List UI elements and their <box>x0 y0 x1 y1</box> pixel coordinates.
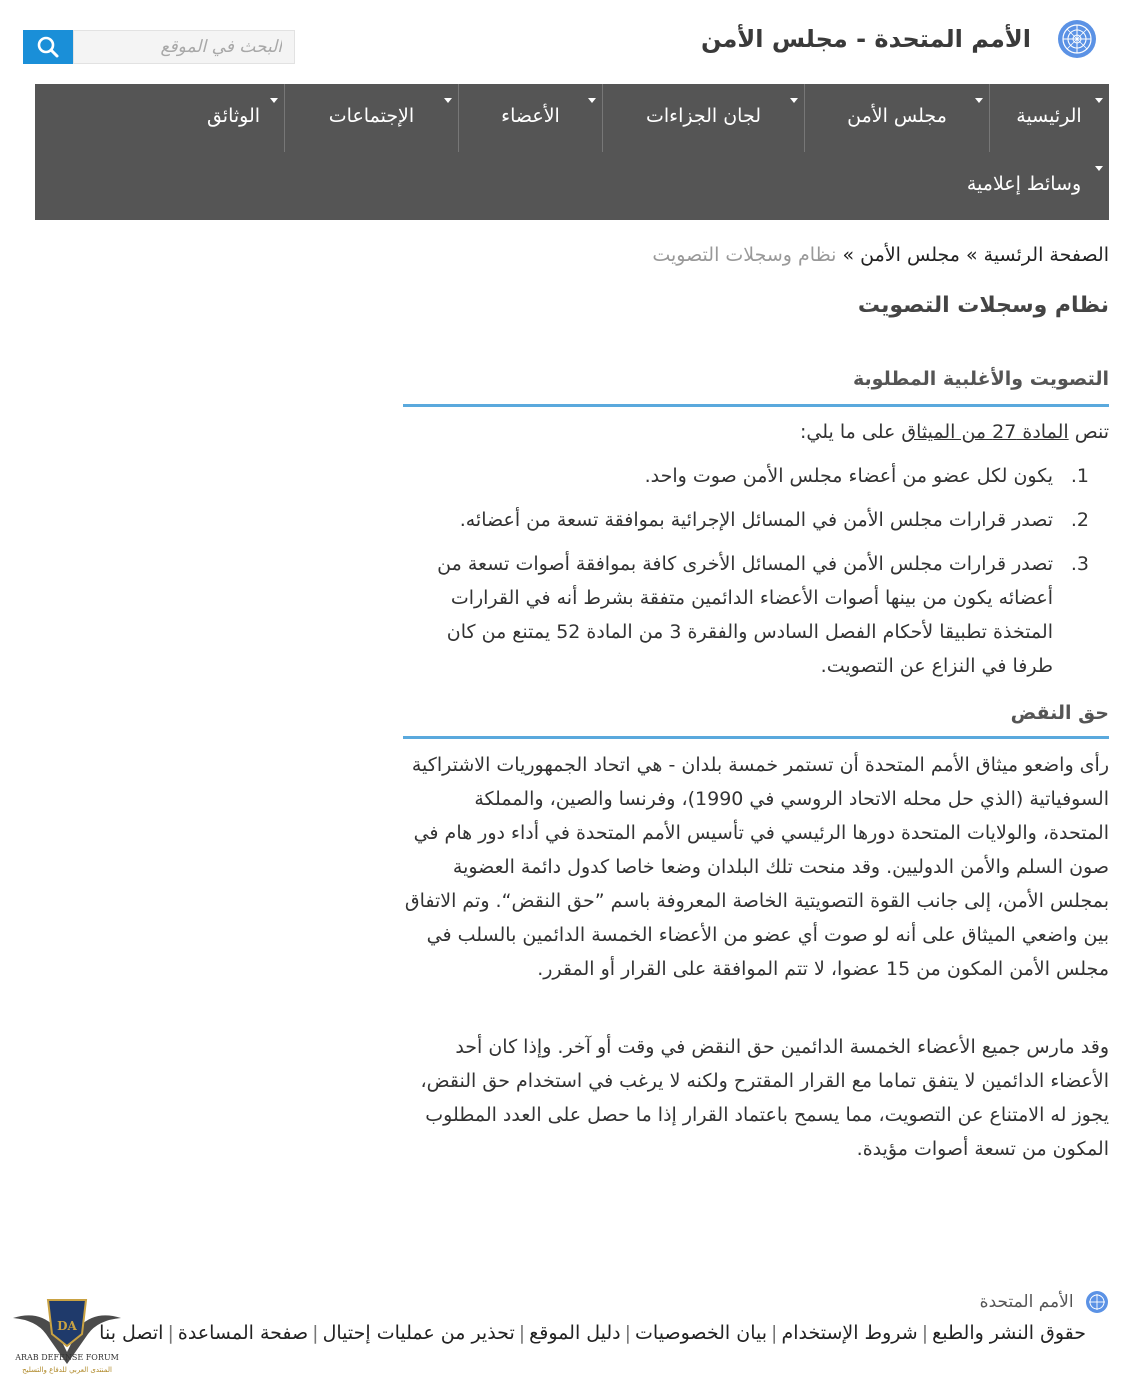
nav-item-label: لجان الجزاءات <box>645 105 762 127</box>
section-divider <box>403 404 1109 407</box>
section-title-voting: التصويت والأغلبية المطلوبة <box>853 368 1109 390</box>
list-item-number: 2. <box>1070 509 1089 531</box>
caret-down-icon <box>1095 98 1103 103</box>
nav-item-media[interactable] <box>939 152 1109 220</box>
footer-link-contact[interactable]: اتصل بنا <box>99 1322 164 1344</box>
watermark-line1: ARAB DEFENSE FORUM <box>15 1353 119 1362</box>
nav-item-label: الرئيسية <box>1016 105 1082 127</box>
footer-separator: | <box>921 1322 929 1344</box>
nav-divider <box>284 84 285 152</box>
list-item-text: تصدر قرارات مجلس الأمن في المسائل الإجرائية بموافقة تسعة من أعضائه. <box>459 509 1053 531</box>
footer-brand-label[interactable]: الأمم المتحدة <box>979 1292 1074 1312</box>
caret-down-icon <box>975 98 983 103</box>
footer-brand <box>980 1288 1109 1316</box>
nav-item-label: مجلس الأمن <box>847 105 947 127</box>
nav-divider <box>602 84 603 152</box>
site-title[interactable]: الأمم المتحدة - مجلس الأمن <box>700 25 1031 53</box>
list-item-text: يكون لكل عضو من أعضاء مجلس الأمن صوت واحد. <box>644 465 1053 487</box>
list-item-text: تصدر قرارات مجلس الأمن في المسائل الأخرى كافة بموافقة أصوات تسعة من أعضائه يكون من بينها أصوات الأعضاء الدائمين متفقة بشرط أنه في القرارات المتخذة تطبيقا لأحكام الفصل السادس والفقرة 3 من المادة 52 يمتنع من كان طرفا في النزاع عن التصويت. <box>437 553 1053 677</box>
nav-item-members[interactable] <box>459 84 602 152</box>
list-item-number: 3. <box>1070 553 1089 575</box>
nav-item-documents[interactable] <box>183 84 284 152</box>
veto-paragraph-2: وقد مارس جميع الأعضاء الخمسة الدائمين حق النقض في وقت أو آخر. وإذا كان أحد الأعضاء الدائمين لا يتفق تماما مع القرار المقترح ولكنه لا يرغب في استخدام حق النقض، يجوز له الامتناع عن التصويت، مما يسمح باعتماد القرار إذا ما حصل على العدد المطلوب المكون من تسعة أصوات مؤيدة. <box>420 1036 1109 1160</box>
footer-separator: | <box>312 1322 319 1344</box>
footer-link-fraud-alert[interactable]: تحذير من عمليات إحتيال <box>322 1322 515 1344</box>
article-27-list <box>403 459 1109 693</box>
nav-item-sanctions-committees[interactable] <box>603 84 804 152</box>
caret-down-icon <box>588 98 596 103</box>
breadcrumb-current: نظام وسجلات التصويت <box>652 244 837 266</box>
veto-paragraph-1: رأى واضعو ميثاق الأمم المتحدة أن تستمر خمسة بلدان - هي اتحاد الجمهوريات الاشتراكية السوفياتية (الذي حل محله الاتحاد الروسي في 1990)، وفرنسا والصين، والمملكة المتحدة، والولايات المتحدة دورها الرئيسي في تأسيس الأمم المتحدة في أداء دور هام في صون السلم والأمن الدوليين. وقد منحت تلك البلدان وضعا خاصا كدول دائمة العضوية بمجلس الأمن، إلى جانب القوة التصويتية الخاصة المعروفة باسم ”حق النقض“. وتم الاتفاق بين واضعي الميثاق على أنه لو صوت أي عضو من الأعضاء الخمسة الدائمين بالسلب في مجلس الأمن المكون من 15 عضوا، لا تتم الموافقة على القرار أو المقرر. <box>404 754 1109 980</box>
watermark-line2: المنتدى العربي للدفاع والتسليح <box>22 1366 112 1374</box>
intro-suffix: على ما يلي: <box>800 421 896 443</box>
footer-separator: | <box>518 1322 526 1344</box>
list-item-number: 1. <box>1070 465 1089 487</box>
list-item <box>403 459 1109 493</box>
breadcrumb-home-link[interactable]: الصفحة الرئسية <box>983 244 1109 266</box>
list-item <box>403 547 1109 683</box>
section-title-veto: حق النقض <box>1010 702 1109 724</box>
footer-link-sitemap[interactable]: دليل الموقع <box>529 1322 621 1344</box>
article-27-link[interactable]: المادة 27 من الميثاق <box>901 421 1069 443</box>
caret-down-icon <box>270 98 278 103</box>
list-item <box>403 503 1109 537</box>
footer-link-help[interactable]: صفحة المساعدة <box>177 1322 309 1344</box>
nav-item-meetings[interactable] <box>285 84 458 152</box>
footer-separator: | <box>624 1322 632 1344</box>
nav-item-label: الإجتماعات <box>328 105 415 127</box>
footer-link-copyright[interactable]: حقوق النشر والطبع <box>932 1322 1086 1344</box>
footer-link-privacy[interactable]: بيان الخصوصيات <box>635 1322 768 1344</box>
nav-divider <box>989 84 990 152</box>
footer-separator: | <box>771 1322 778 1344</box>
footer-links <box>99 1318 1086 1348</box>
nav-item-label: الوثائق <box>206 105 261 127</box>
arab-defense-forum-watermark <box>8 1290 126 1378</box>
nav-divider <box>804 84 805 152</box>
breadcrumb-parent-link[interactable]: مجلس الأمن <box>860 244 960 266</box>
search-icon <box>23 30 73 64</box>
caret-down-icon <box>790 98 798 103</box>
nav-item-label: الأعضاء <box>501 105 560 127</box>
search-input[interactable] <box>73 30 295 64</box>
site-header <box>0 0 1121 84</box>
breadcrumb <box>652 240 1109 270</box>
voting-intro <box>403 415 1109 449</box>
search-button[interactable] <box>23 30 73 64</box>
breadcrumb-separator: » <box>965 244 978 266</box>
nav-item-label: وسائط إعلامية <box>966 173 1082 195</box>
main-nav <box>35 84 1109 220</box>
caret-down-icon <box>1095 166 1103 171</box>
breadcrumb-separator: » <box>842 244 855 266</box>
footer-separator: | <box>167 1322 174 1344</box>
nav-divider <box>458 84 459 152</box>
caret-down-icon <box>444 98 452 103</box>
watermark-monogram: DA <box>57 1319 77 1333</box>
nav-item-security-council[interactable] <box>805 84 989 152</box>
intro-prefix: تنص <box>1074 421 1109 443</box>
section-divider <box>403 736 1109 739</box>
un-emblem-icon <box>1085 1290 1109 1314</box>
nav-item-home[interactable] <box>989 84 1109 152</box>
un-emblem-icon[interactable] <box>1051 18 1103 60</box>
page-title: نظام وسجلات التصويت <box>857 293 1109 318</box>
search-box <box>23 30 295 64</box>
footer-link-terms[interactable]: شروط الإستخدام <box>781 1322 918 1344</box>
